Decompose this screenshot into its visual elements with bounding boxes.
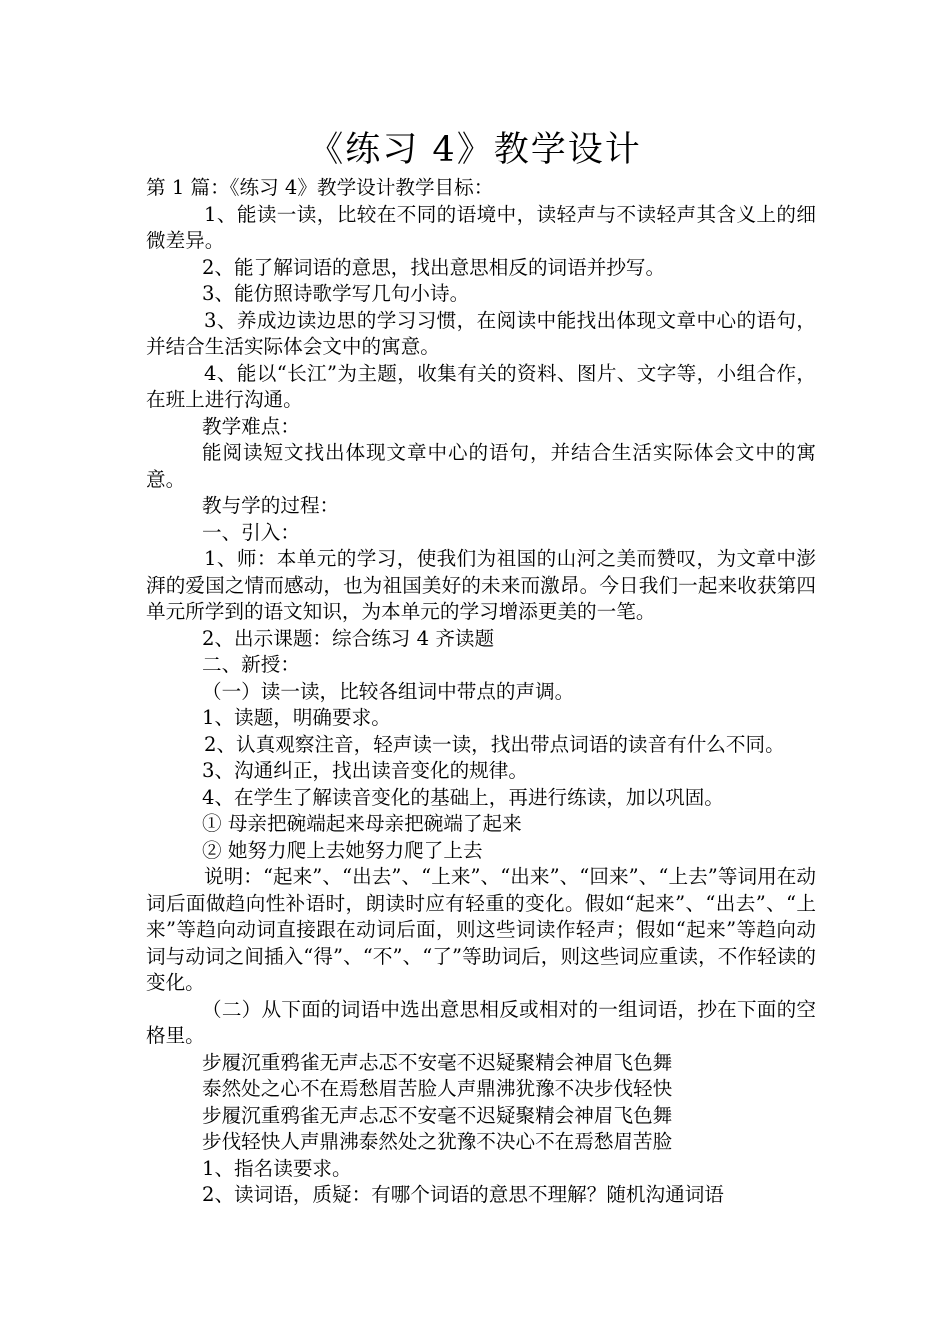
paragraph: 1、读题，明确要求。	[202, 706, 391, 729]
paragraph: 3、能仿照诗歌学写几句小诗。	[202, 282, 470, 305]
paragraph: （一）读一读，比较各组词中带点的声调。	[202, 679, 575, 703]
paragraph: 1、指名读要求。	[202, 1156, 352, 1180]
paragraph: ② 她努力爬上去她努力爬了上去	[202, 838, 483, 862]
paragraph: 说明：“起来”、“出去”、“上来”、“出来”、“回来”、“上去”等词用在动词后面做趋向性补语时，朗读时应有轻重的变化。假如“起来”、“出去”、“上来”等趋向动词直接跟在动词后面，则这些词读作轻声；假如“起来”等趋向动词与动词之间插入“得”、“不”、“了”等助词后，则这些词应重读，不作轻读的变化。	[146, 865, 816, 994]
document-title: 《练习 4》教学设计	[308, 130, 642, 170]
paragraph: 教与学的过程：	[202, 494, 340, 517]
document-body	[146, 175, 816, 1209]
paragraph: 第 1 篇：《练习 4》教学设计教学目标：	[146, 176, 494, 199]
paragraph: （二）从下面的词语中选出意思相反或相对的一组词语，抄在下面的空格里。	[146, 997, 816, 1047]
paragraph: 步履沉重鸦雀无声忐忑不安毫不迟疑聚精会神眉飞色舞	[202, 1103, 673, 1127]
paragraph: 步伐轻快人声鼎沸泰然处之犹豫不决心不在焉愁眉苦脸	[202, 1130, 673, 1153]
paragraph: 4、在学生了解读音变化的基础上，再进行练读，加以巩固。	[202, 785, 724, 809]
paragraph: 1、能读一读，比较在不同的语境中，读轻声与不读轻声其含义上的细微差异。	[146, 202, 816, 252]
paragraph: 步履沉重鸦雀无声忐忑不安毫不迟疑聚精会神眉飞色舞	[202, 1050, 673, 1074]
paragraph: 3、养成边读边思的学习习惯，在阅读中能找出体现文章中心的语句，并结合生活实际体会文中的寓意。	[146, 308, 816, 358]
paragraph: 2、出示课题：综合练习 4 齐读题	[202, 626, 495, 650]
paragraph: 2、认真观察注音，轻声读一读，找出带点词语的读音有什么不同。	[204, 732, 785, 756]
paragraph: 能阅读短文找出体现文章中心的语句，并结合生活实际体会文中的寓意。	[146, 441, 816, 491]
paragraph: 二、新授：	[202, 653, 300, 676]
paragraph: 4、能以“长江”为主题，收集有关的资料、图片、文字等，小组合作，在班上进行沟通。	[146, 361, 816, 411]
paragraph: 2、读词语，质疑：有哪个词语的意思不理解？随机沟通词语	[202, 1183, 724, 1206]
paragraph: 教学难点：	[202, 414, 300, 438]
paragraph: 2、能了解词语的意思，找出意思相反的词语并抄写。	[202, 255, 666, 279]
paragraph: 1、师：本单元的学习，使我们为祖国的山河之美而赞叹，为文章中澎湃的爱国之情而感动，也为祖国美好的未来而激昂。今日我们一起来收获第四单元所学到的语文知识，为本单元的学习增添更美的一笔。	[146, 547, 816, 623]
paragraph: 泰然处之心不在焉愁眉苦脸人声鼎沸犹豫不决步伐轻快	[202, 1077, 673, 1100]
paragraph: 3、沟通纠正，找出读音变化的规律。	[202, 759, 528, 782]
paragraph: 一、引入：	[202, 520, 300, 544]
paragraph: ① 母亲把碗端起来母亲把碗端了起来	[202, 812, 522, 835]
